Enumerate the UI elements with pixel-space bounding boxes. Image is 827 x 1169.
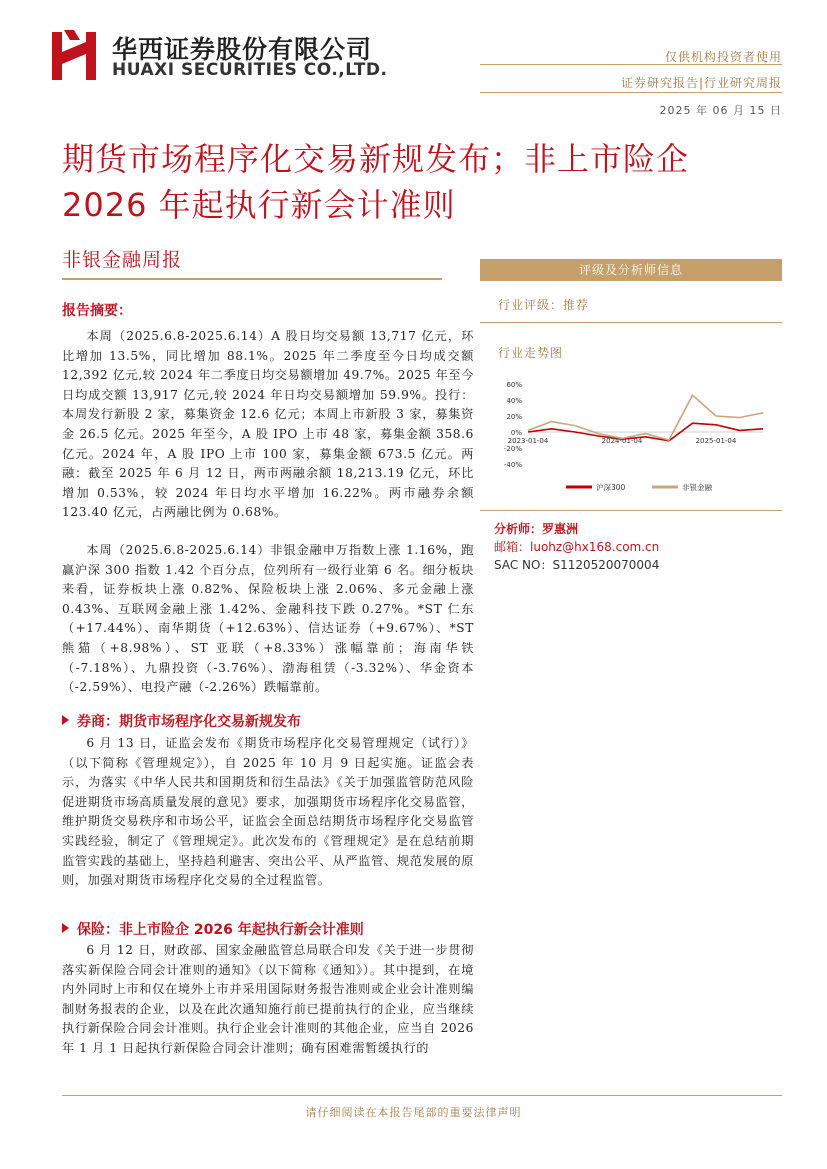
y-tick-label: -20% [503,445,522,453]
report-title [62,136,782,228]
triangle-bullet-icon [62,923,69,933]
section-body-insurance: 6 月 12 日，财政部、国家金融监管总局联合印发《关于进一步贯彻落实新保险合同会计准则的通知》（以下简称《通知》）。其中提到，在境内外同时上市和仅在境外上市并采用国际财务报告准则或企业会计准则编制财务报表的企业，以及在此次通知施行前已提前执行的企业，应当继续执行新保险合同会计准则。执行企业会计准则的其他企业，应当自 2026 年 1 月 1 日起执行新保险合同会计准则；确有困难需暂缓执行的 [62,943,474,1055]
footer-rule [62,1095,782,1096]
industry-trend-chart [488,372,778,500]
section-heading-text: 券商：期货市场程序化交易新规发布 [77,714,301,730]
x-tick-label: 2023-01-04 [507,437,549,445]
rating-analyst-header: 评级及分析师信息 [480,259,782,281]
series-line [528,395,763,440]
summary-paragraph-1: 本周（2025.6.8-2025.6.14）A 股日均交易额 13,717 亿元，环比增加 13.5%，同比增加 88.1%。2025 年二季度至今日均成交额 12,392 亿元,较 2024 年二季度日均交易额增加 49.7%。2025 年至今日均成交额 13,917 亿元,较 2024 年日均交易额增加 59.9%。投行：本周发行新股 2 家，募集资金 12.6 亿元；本周上市新股 3 家，募集资金 26.5 亿元。2025 年至今，A 股 IPO 上市 48 家，募集金额 358.6 亿元。2024 年，A 股 IPO 上市 100 家，募集金额 673.5 亿元。两融：截至 2025 年 6 月 12 日，两市两融余额 18,213.19 亿元，环比增加 0.53%，较 2024 年日均水平增加 16.22%。两市融券余额 123.40 亿元，占两融比例为 0.68%。 [62,329,474,520]
analyst-sac-number: SAC NO：S1120520070004 [494,558,660,572]
analyst-info [494,520,659,574]
title-line-2: 2026 年起执行新会计准则 [62,186,456,224]
y-tick-label: 20% [506,413,522,421]
usage-note: 仅供机构投资者使用 [664,50,782,64]
legend-label: 沪深300 [596,483,626,492]
triangle-bullet-icon [62,715,69,725]
legal-disclaimer-note: 请仔细阅读在本报告尾部的重要法律声明 [305,1106,522,1119]
report-date: 2025 年 06 月 15 日 [659,104,782,117]
analyst-email[interactable]: 邮箱：luohz@hx168.com.cn [494,540,660,554]
category-rule [62,278,442,280]
section-heading-text: 保险：非上市险企 2026 年起执行新会计准则 [77,922,364,938]
y-tick-label: 0% [510,429,522,437]
header-rule [480,64,782,65]
x-tick-label: 2024-01-04 [601,437,643,445]
company-logo [50,28,388,84]
summary-paragraph-2: 本周（2025.6.8-2025.6.14）非银金融申万指数上涨 1.16%，跑赢沪深 300 指数 1.42 个百分点，位列所有一级行业第 6 名。细分板块来看，证券板块上涨 0.82%、保险板块上涨 2.06%、多元金融上涨 0.43%、互联网金融上涨 1.42%、金融科技下跌 0.27%。*ST 仁东（+17.44%）、南华期货（+12.63%）、信达证券（+9.67%）、*ST 熊猫（+8.98%）、ST 亚联（+8.33%）涨幅靠前；海南华铁（-7.18%）、九鼎投资（-3.76%）、渤海租赁（-3.32%）、华金资本（-2.59%）、电投产融（-2.26%）跌幅靠前。 [62,543,474,695]
industry-rating: 行业评级：推荐 [498,298,590,312]
report-category-label: 非银金融周报 [62,249,183,271]
header-meta [621,44,782,96]
legend-label: 非银金融 [682,483,712,492]
section-body-brokerage: 6 月 13 日，证监会发布《期货市场程序化交易管理规定（试行）》（以下简称《管理规定》），自 2025 年 10 月 9 日起实施。证监会表示，为落实《中华人民共和国期货和衍生品法》《关于加强监管防范风险促进期货市场高质量发展的意见》要求，加强期货市场程序化交易监管，维护期货交易秩序和市场公平，证监会全面总结期货市场程序化交易监管实践经验，制定了《管理规定》。此次发布的《管理规定》是在总结前期监管实践的基础上，坚持趋利避害、突出公平、从严监管、规范发展的原则，加强对期货市场程序化交易的全过程监管。 [62,736,474,888]
header-rule [480,92,782,93]
company-name-en: HUAXI SECURITIES CO.,LTD. [112,60,388,80]
section-heading-brokerage [62,711,301,731]
summary-heading: 报告摘要： [62,303,132,319]
section-heading-insurance [62,919,364,939]
title-line-1: 期货市场程序化交易新规发布；非上市险企 [62,140,690,178]
sidebar-rule [480,322,782,323]
x-tick-label: 2025-01-04 [695,437,737,445]
analyst-name: 分析师：罗惠洲 [494,522,579,536]
trend-chart-title: 行业走势图 [498,346,564,360]
sidebar-rule [480,510,782,511]
y-tick-label: 60% [506,381,522,389]
huaxi-logo-icon [50,28,100,82]
report-type: 证券研究报告|行业研究周报 [620,76,782,90]
company-name-cn: 华西证券股份有限公司 [112,35,373,64]
y-tick-label: -40% [503,461,522,469]
y-tick-label: 40% [506,397,522,405]
